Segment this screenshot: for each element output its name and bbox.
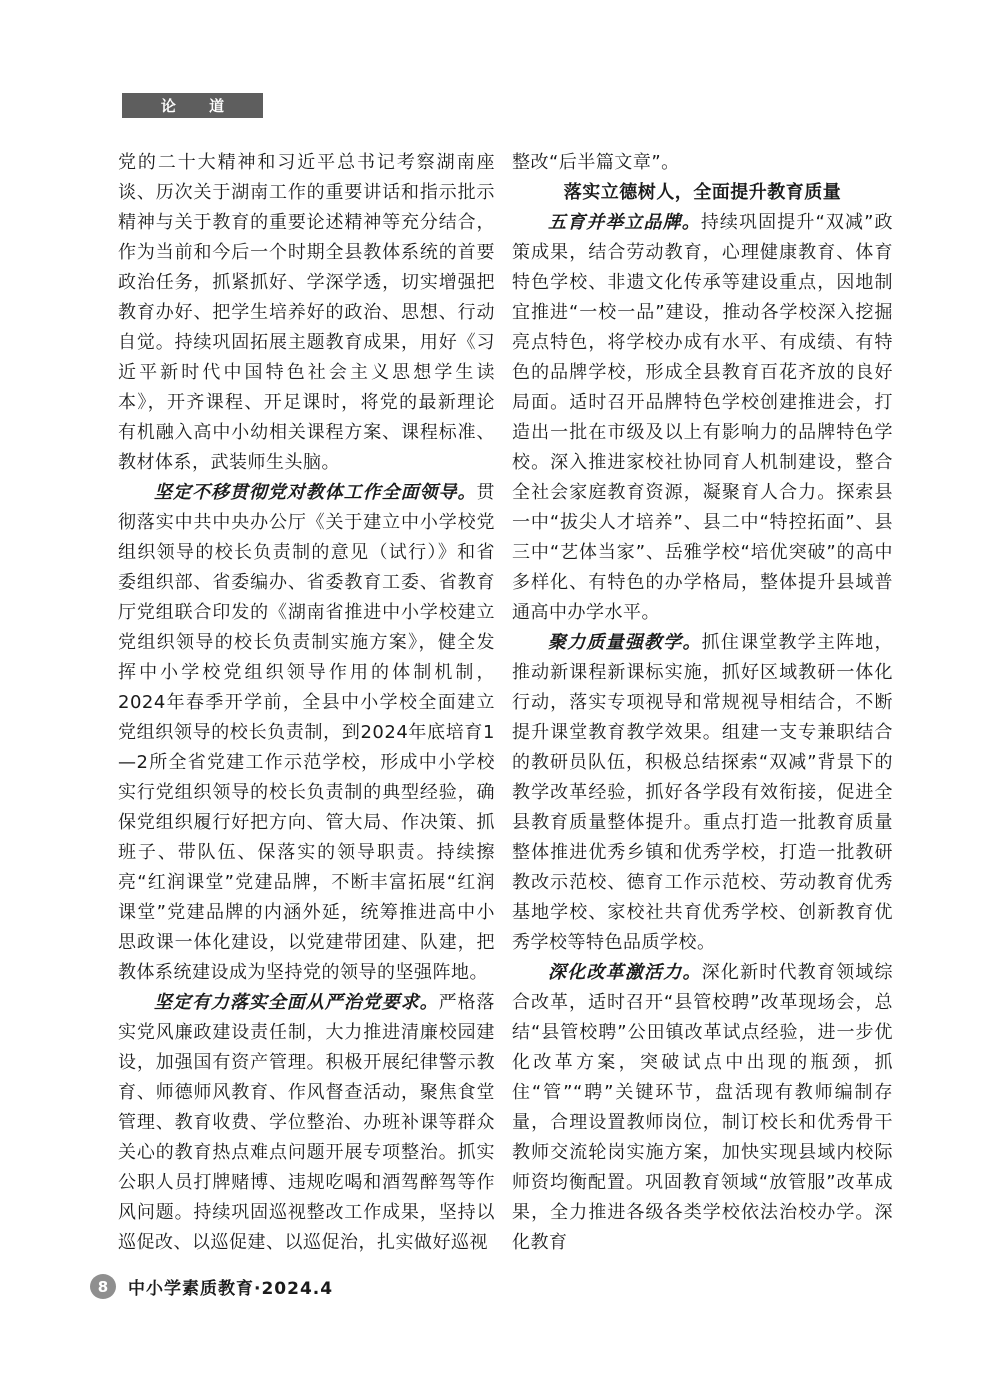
paragraph-lead: 坚定不移贯彻党对教体工作全面领导。 <box>154 482 477 503</box>
paragraph-text: 深化新时代教育领域综合改革，适时召开“县管校聘”改革现场会，总结“县管校聘”公田镇改革试点经验，进一步优化改革方案，突破试点中出现的瓶颈，抓住“管”“聘”关键环节，盘活现有教师编制存量，合理设置教师岗位，制订校长和优秀骨干教师交流轮岗实施方案，加快实现县域内校际师资均衡配置。巩固教育领域“放管服”改革成果，全力推进各级各类学校依法治校办学。深化教育 <box>512 962 894 1253</box>
page-footer <box>90 1274 333 1299</box>
paragraph-continuation <box>118 148 495 478</box>
paragraph-text: 持续巩固提升“双减”政策成果，结合劳动教育，心理健康教育、体育特色学校、非遗文化传承等建设重点，因地制宜推进“一校一品”建设，推动各学校深入挖掘亮点特色，将学校办成有水平、有成绩、有特色的品牌学校，形成全县教育百花齐放的良好局面。适时召开品牌特色学校创建推进会，打造出一批在市级及以上有影响力的品牌特色学校。深入推进家校社协同育人机制建设，整合全社会家庭教育资源，凝聚育人合力。探索县一中“拔尖人才培养”、县二中“特控拓面”、县三中“艺体当家”、岳雅学校“培优突破”的高中多样化、有特色的办学格局，整体提升县域普通高中办学水平。 <box>512 212 894 623</box>
paragraph <box>118 988 495 1258</box>
journal-title: 中小学素质教育·2024.4 <box>128 1279 334 1299</box>
paragraph-text: 党的二十大精神和习近平总书记考察湖南座谈、历次关于湖南工作的重要讲话和指示批示精神与关于教育的重要论述精神等充分结合，作为当前和今后一个时期全县教体系统的首要政治任务，抓紧抓好、学深学透，切实增强把教育办好、把学生培养好的政治、思想、行动自觉。持续巩固拓展主题教育成果，用好《习近平新时代中国特色社会主义思想学生读本》，开齐课程、开足课时，将党的最新理论有机融入高中小幼相关课程方案、课程标准、教材体系，武装师生头脑。 <box>118 152 495 473</box>
paragraph <box>512 958 893 1258</box>
section-heading: 落实立德树人，全面提升教育质量 <box>563 182 842 203</box>
paragraph-text: 整改“后半篇文章”。 <box>512 152 680 173</box>
paragraph-text: 贯彻落实中共中央办公厅《关于建立中小学校党组织领导的校长负责制的意见（试行）》和省委组织部、省委编办、省委教育工委、省教育厅党组联合印发的《湖南省推进中小学校建立党组织领导的校长负责制实施方案》，健全发挥中小学校党组织领导作用的体制机制，2024年春季开学前，全县中小学校全面建立党组织领导的校长负责制，到2024年底培育1—2所全省党建工作示范学校，形成中小学校实行党组织领导的校长负责制的典型经验，确保党组织履行好把方向、管大局、作决策、抓班子、带队伍、保落实的领导职责。持续擦亮“红润课堂”党建品牌，不断丰富拓展“红润课堂”党建品牌的内涵外延，统筹推进高中小思政课一体化建设，以党建带团建、队建，把教体系统建设成为坚持党的领导的坚强阵地。 <box>118 482 495 983</box>
paragraph-lead: 聚力质量强教学。 <box>548 632 702 653</box>
section-badge: 论 道 <box>122 93 263 118</box>
right-column <box>512 148 893 1258</box>
paragraph <box>118 478 495 988</box>
paragraph-continuation <box>512 148 893 178</box>
paragraph-lead: 五育并举立品牌。 <box>548 212 701 233</box>
left-column <box>118 148 495 1258</box>
page-number-badge: 8 <box>90 1274 116 1299</box>
paragraph-lead: 深化改革激活力。 <box>548 962 702 983</box>
paragraph <box>512 208 893 628</box>
paragraph <box>512 628 893 958</box>
paragraph-text: 严格落实党风廉政建设责任制，大力推进清廉校园建设，加强国有资产管理。积极开展纪律警示教育、师德师风教育、作风督查活动，聚焦食堂管理、教育收费、学位整治、办班补课等群众关心的教育热点难点问题开展专项整治。抓实公职人员打牌赌博、违规吃喝和酒驾醉驾等作风问题。持续巩固巡视整改工作成果，坚持以巡促改、以巡促建、以巡促治，扎实做好巡视 <box>118 992 496 1253</box>
paragraph-text: 抓住课堂教学主阵地，推动新课程新课标实施，抓好区域教研一体化行动，落实专项视导和常规视导相结合，不断提升课堂教育教学效果。组建一支专兼职结合的教研员队伍，积极总结探索“双减”背景下的教学改革经验，抓好各学段有效衔接，促进全县教育质量整体提升。重点打造一批教育质量整体推进优秀乡镇和优秀学校，打造一批教研教改示范校、德育工作示范校、劳动教育优秀基地学校、家校社共育优秀学校、创新教育优秀学校等特色品质学校。 <box>512 632 894 953</box>
paragraph-lead: 坚定有力落实全面从严治党要求。 <box>154 992 439 1013</box>
